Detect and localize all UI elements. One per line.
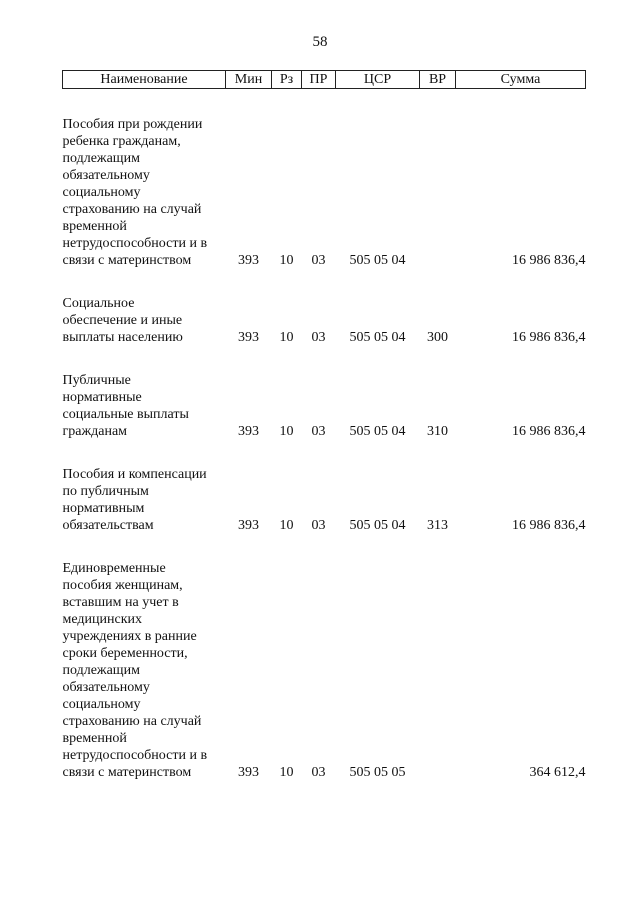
header-name: Наименование [63, 71, 226, 89]
row-name-line: подлежащим [62, 151, 140, 166]
min-cell: 393 [238, 330, 259, 345]
row-name-line: Пособия при рождении [62, 117, 203, 132]
row-name-line: выплаты населению [62, 330, 183, 345]
table-header-row [63, 71, 586, 89]
row-name-line: временной [62, 219, 127, 234]
row-name-line: сроки беременности, [62, 646, 188, 661]
pr-cell: 03 [311, 253, 326, 268]
sum-cell: 16 986 836,4 [512, 253, 586, 268]
rz-cell: 10 [279, 424, 294, 439]
row-name-line: обязательствам [62, 518, 154, 533]
page-number: 58 [312, 34, 328, 50]
row-name-line: нормативные [62, 390, 142, 405]
pr-cell: 03 [311, 424, 326, 439]
min-cell: 393 [238, 518, 259, 533]
header-rz: Рз [272, 71, 302, 89]
row-spacer [63, 269, 586, 295]
header-sum: Сумма [456, 71, 586, 89]
row-name-line: обязательному [62, 168, 150, 183]
header-vr: ВР [420, 71, 456, 89]
rz-cell: 10 [279, 765, 294, 780]
row-name-cell [63, 372, 226, 440]
min-cell: 393 [238, 424, 259, 439]
row-name-line: временной [62, 731, 127, 746]
row-name-cell [63, 560, 226, 781]
vr-cell: 310 [427, 424, 448, 439]
row-name-line: страхованию на случай [62, 714, 202, 729]
row-name-line: нетрудоспособности и в [62, 748, 208, 763]
sum-cell: 16 986 836,4 [512, 518, 586, 533]
vr-cell: 313 [427, 518, 448, 533]
row-spacer [63, 346, 586, 372]
row-name-line: Социальное [62, 296, 135, 311]
row-name-line: нормативным [62, 501, 145, 516]
row-name-line: связи с материнством [62, 253, 192, 268]
row-name-line: вставшим на учет в [62, 595, 179, 610]
row-name-line: подлежащим [62, 663, 140, 678]
row-name-line: нетрудоспособности и в [62, 236, 208, 251]
row-name-line: Публичные [62, 373, 131, 388]
row-name-cell [63, 466, 226, 534]
row-spacer [63, 89, 586, 117]
row-name-cell [63, 295, 226, 346]
rz-cell: 10 [279, 518, 294, 533]
csr-cell: 505 05 04 [349, 424, 406, 439]
sum-cell: 364 612,4 [529, 765, 586, 780]
header-min: Мин [226, 71, 272, 89]
header-pr: ПР [302, 71, 336, 89]
table-body [63, 89, 586, 782]
sum-cell: 16 986 836,4 [512, 330, 586, 345]
csr-cell: 505 05 04 [349, 253, 406, 268]
min-cell: 393 [238, 253, 259, 268]
csr-cell: 505 05 04 [349, 518, 406, 533]
row-name-line: Единовременные [62, 561, 166, 576]
row-name-line: социальному [62, 185, 141, 200]
vr-cell [420, 116, 456, 269]
row-spacer [63, 534, 586, 560]
pr-cell: 03 [311, 765, 326, 780]
vr-cell [420, 560, 456, 781]
header-csr: ЦСР [336, 71, 420, 89]
csr-cell: 505 05 04 [349, 330, 406, 345]
csr-cell: 505 05 05 [349, 765, 406, 780]
row-name-line: учреждениях в ранние [62, 629, 197, 644]
row-name-cell [63, 116, 226, 269]
row-name-line: социальному [62, 697, 141, 712]
row-name-line: Пособия и компенсации [62, 467, 207, 482]
row-name-line: ребенка гражданам, [62, 134, 181, 149]
row-name-line: обязательному [62, 680, 150, 695]
row-name-line: медицинских [62, 612, 142, 627]
rz-cell: 10 [279, 330, 294, 345]
table-row [63, 116, 586, 269]
vr-cell: 300 [427, 330, 448, 345]
table-row [63, 466, 586, 534]
row-name-line: обеспечение и иные [62, 313, 183, 328]
row-spacer [63, 440, 586, 466]
rz-cell: 10 [279, 253, 294, 268]
row-name-line: гражданам [62, 424, 128, 439]
row-name-line: пособия женщинам, [62, 578, 183, 593]
pr-cell: 03 [311, 330, 326, 345]
row-name-line: связи с материнством [62, 765, 192, 780]
row-name-line: по публичным [62, 484, 149, 499]
row-name-line: социальные выплаты [62, 407, 189, 422]
sum-cell: 16 986 836,4 [512, 424, 586, 439]
table-row [63, 560, 586, 781]
row-name-line: страхованию на случай [62, 202, 202, 217]
pr-cell: 03 [311, 518, 326, 533]
min-cell: 393 [238, 765, 259, 780]
table-row [63, 372, 586, 440]
budget-table [62, 70, 586, 781]
table-row [63, 295, 586, 346]
